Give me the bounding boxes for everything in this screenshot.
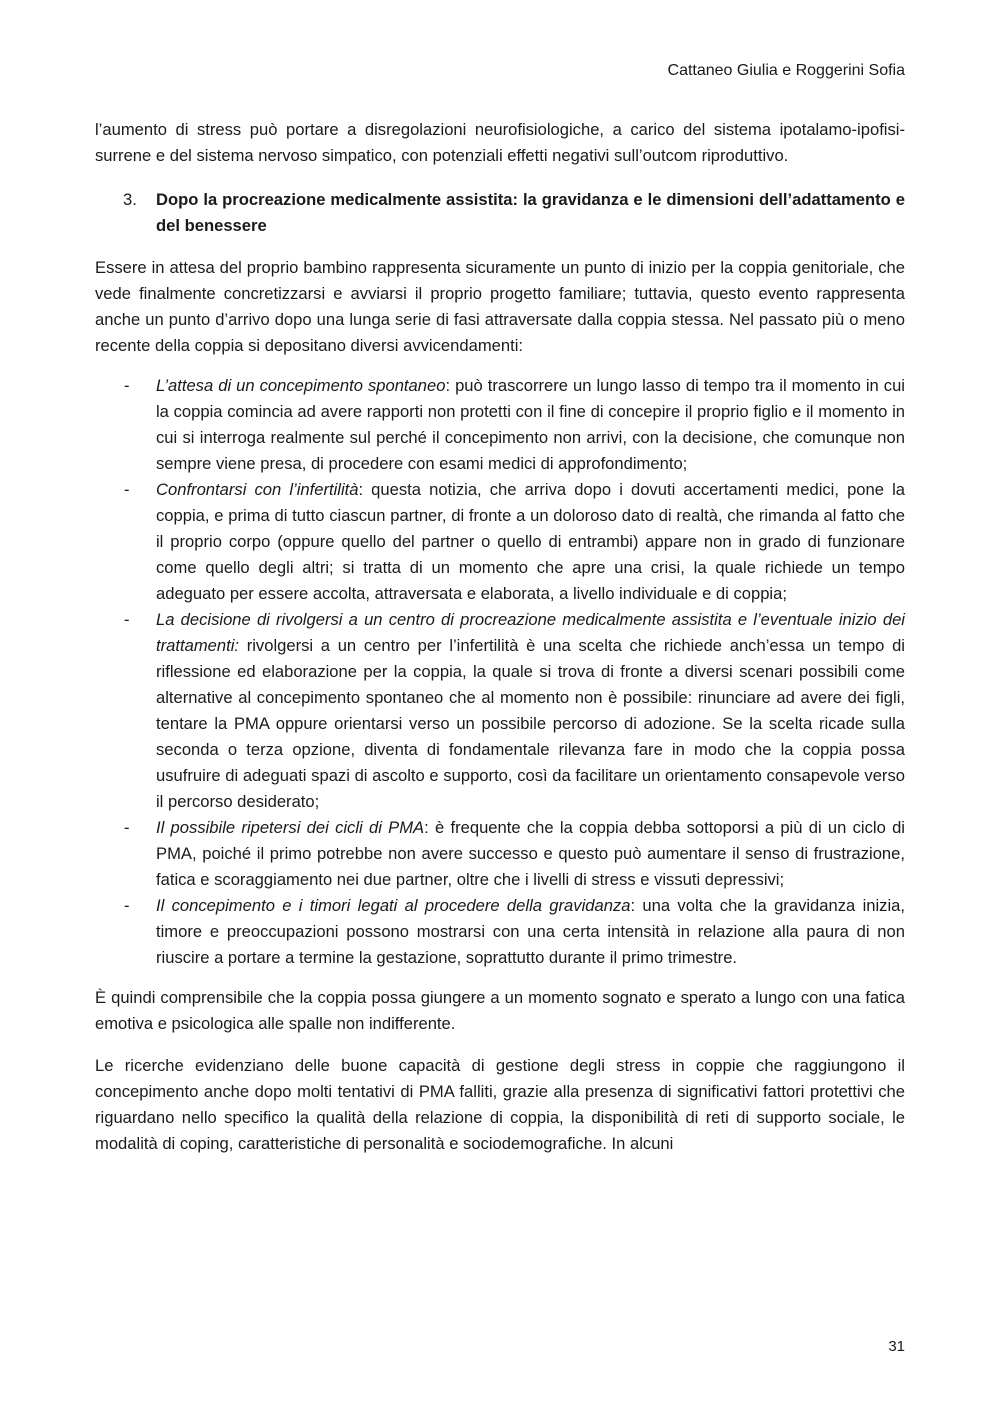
section-number: 3. — [123, 190, 137, 209]
list-item — [95, 893, 905, 971]
paragraph-continuation: l’aumento di stress può portare a disregolazioni neurofisiologiche, a carico del sistema ipotalamo-ipofisi-surrene e del sistema nervoso simpatico, con potenziali effetti negativi sull’outcom riproduttivo. — [95, 120, 905, 165]
list-marker: - — [124, 818, 130, 837]
list-item-term: Confrontarsi con l’infertilità — [156, 480, 359, 499]
list-item-text: : questa notizia, che arriva dopo i dovuti accertamenti medici, pone la coppia, e prima di tutto ciascun partner, di fronte a un doloroso dato di realtà, che rimanda al fatto che il proprio corpo (oppure quello del partner o quello di entrambi) appare non in grado di funzionare come quello degli altri; si tratta di un momento che apre una crisi, la quale richiede un tempo adeguato per essere accolta, attraversata e elaborata, a livello individuale e di coppia; — [156, 480, 905, 603]
paragraph-research: Le ricerche evidenziano delle buone capacità di gestione degli stress in coppie che raggiungono il concepimento anche dopo molti tentativi di PMA falliti, grazie alla presenza di significativi fattori protettivi che riguardano nello specifico la qualità della relazione di coppia, la disponibilità di reti di supporto sociale, le modalità di coping, caratteristiche di personalità e sociodemografiche. In alcuni — [95, 1056, 905, 1153]
list-marker: - — [124, 610, 130, 629]
list-item-text: : una volta che la gravidanza inizia, timore e preoccupazioni possono mostrarsi con una certa intensità in relazione alla paura di non riuscire a portare a termine la gestazione, soprattutto durante il primo trimestre. — [156, 896, 906, 967]
section-heading — [95, 187, 905, 239]
page-content — [95, 117, 905, 1157]
list-item-text: : è frequente che la coppia debba sottoporsi a più di un ciclo di PMA, poiché il primo potrebbe non avere successo e questo può aumentare il senso di frustrazione, fatica e scoraggiamento nei due partner, oltre che i livelli di stress e vissuti depressivi; — [156, 818, 905, 889]
list-marker: - — [124, 480, 130, 499]
list-item — [95, 373, 905, 477]
list-item — [95, 815, 905, 893]
bullet-list — [95, 373, 905, 971]
list-item-term: Il possibile ripetersi dei cicli di PMA — [156, 818, 425, 837]
section-title: Dopo la procreazione medicalmente assistita: la gravidanza e le dimensioni dell’adattamento e del benessere — [156, 190, 905, 235]
list-item — [95, 607, 905, 815]
paragraph-after-list: È quindi comprensibile che la coppia possa giungere a un momento sognato e sperato a lungo con una fatica emotiva e psicologica alle spalle non indifferente. — [95, 988, 905, 1033]
list-item — [95, 477, 905, 607]
list-marker: - — [124, 896, 130, 915]
header-author: Cattaneo Giulia e Roggerini Sofia — [667, 62, 905, 79]
list-item-term: La decisione di rivolgersi a un centro di procreazione medicalmente assistita e l’eventuale inizio dei trattamenti: — [156, 610, 905, 655]
list-item-term: Il concepimento e i timori legati al procedere della gravidanza — [156, 896, 631, 915]
list-item-text: : può trascorrere un lungo lasso di tempo tra il momento in cui la coppia comincia ad avere rapporti non protetti con il fine di concepire il proprio figlio e il momento in cui si interroga realmente sul perché il concepimento non arrivi, con la decisione, che comunque non sempre viene presa, di procedere con esami medici di approfondimento; — [156, 376, 905, 473]
page-number: 31 — [888, 1338, 905, 1355]
list-item-term: L’attesa di un concepimento spontaneo — [156, 376, 446, 395]
list-item-text: rivolgersi a un centro per l’infertilità è una scelta che richiede anch’essa un tempo di riflessione ed elaborazione per la coppia, la quale si trova di fronte a diversi scenari possibili come alternative al concepimento spontaneo che al momento non è possibile: rinunciare ad avere dei figli, tentare la PMA oppure orientarsi verso un possibile percorso di adozione. Se la scelta ricade sulla seconda o terza opzione, diventa di fondamentale rilevanza fare in modo che la coppia possa usufruire di adeguati spazi di ascolto e supporto, così da facilitare un orientamento consapevole verso il percorso desiderato; — [156, 636, 905, 811]
paragraph-intro: Essere in attesa del proprio bambino rappresenta sicuramente un punto di inizio per la coppia genitoriale, che vede finalmente concretizzarsi e avviarsi il proprio progetto familiare; tuttavia, questo evento rappresenta anche un punto d’arrivo dopo una lunga serie di fasi attraversate dalla coppia stessa. Nel passato più o meno recente della coppia si depositano diversi avvicendamenti: — [95, 258, 905, 355]
list-marker: - — [124, 376, 130, 395]
